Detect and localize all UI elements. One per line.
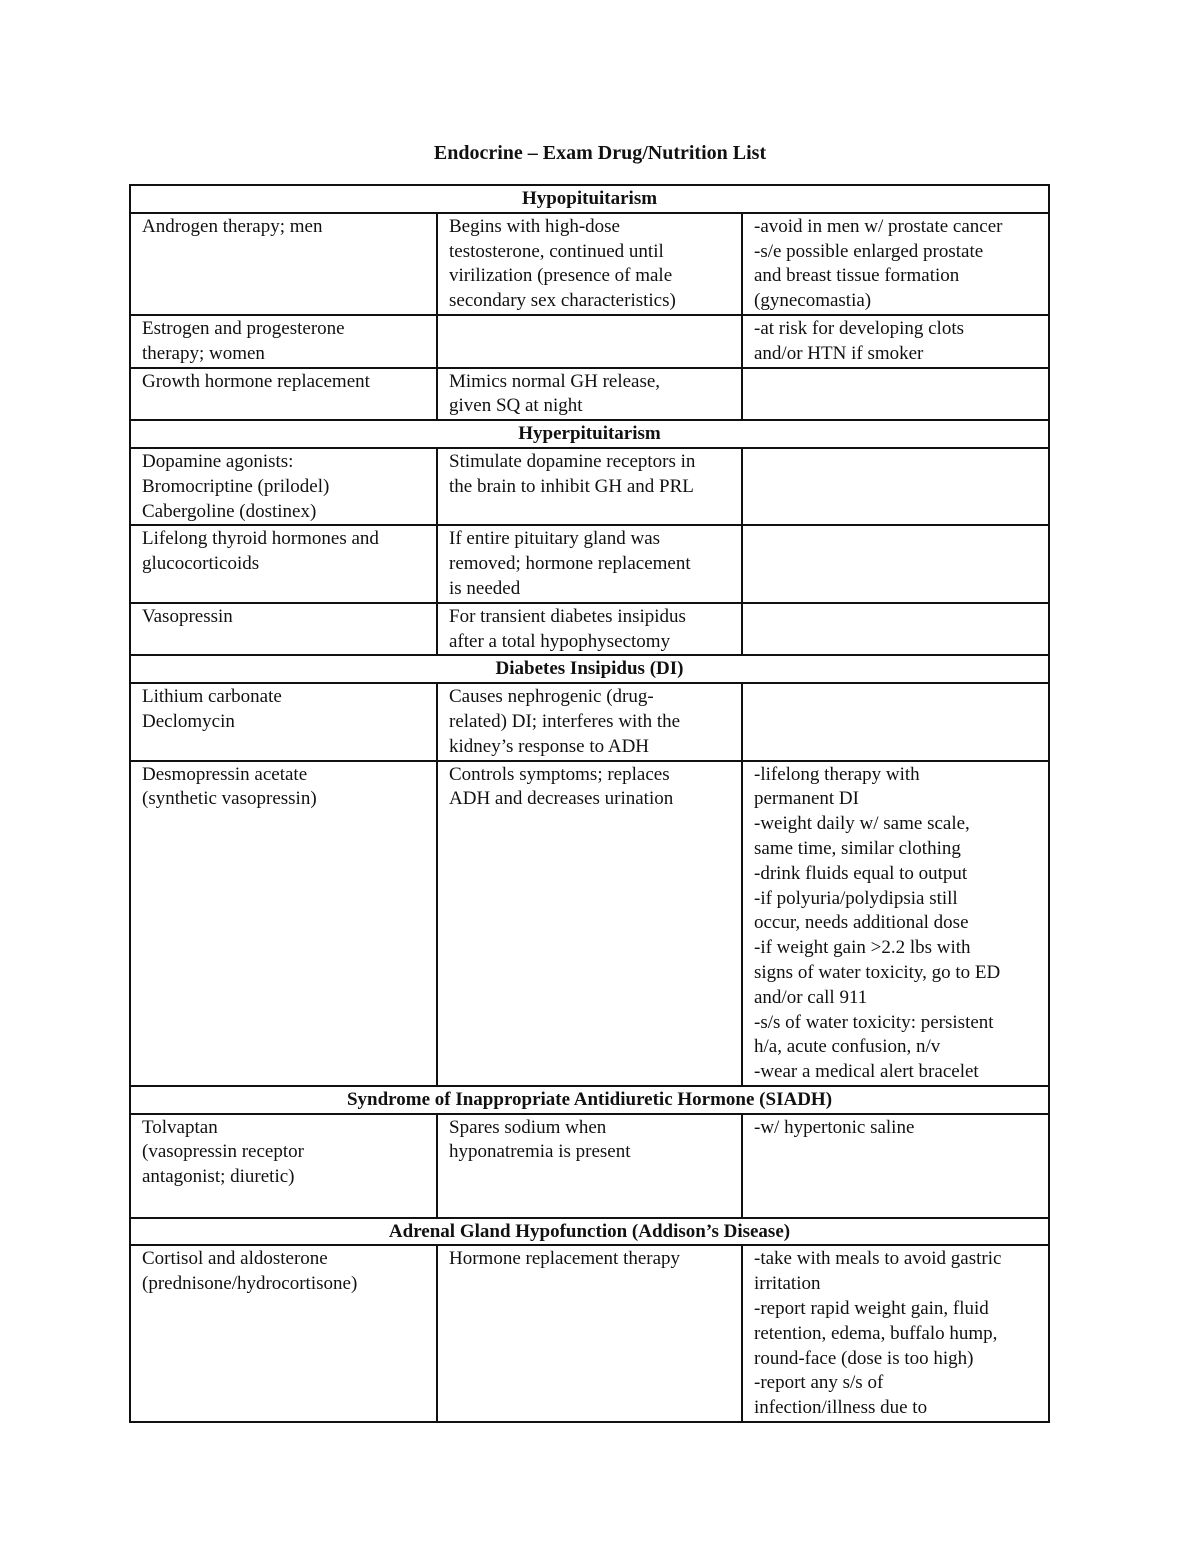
- drug-cell: Androgen therapy; men: [130, 213, 437, 315]
- table-row: [130, 1114, 1049, 1218]
- action-cell: Causes nephrogenic (drug- related) DI; interferes with the kidney’s response to ADH: [437, 683, 742, 760]
- page-title: Endocrine – Exam Drug/Nutrition List: [433, 142, 767, 164]
- table-row: [130, 525, 1049, 602]
- notes-cell: -avoid in men w/ prostate cancer -s/e possible enlarged prostate and breast tissue formation (gynecomastia): [742, 213, 1049, 315]
- action-cell: For transient diabetes insipidus after a total hypophysectomy: [437, 603, 742, 656]
- notes-cell: -take with meals to avoid gastric irritation -report rapid weight gain, fluid retention, edema, buffalo hump, round-face (dose is too high) -report any s/s of infection/illness due to: [742, 1245, 1049, 1422]
- notes-cell: [742, 368, 1049, 421]
- drug-table: [129, 184, 1050, 1423]
- notes-cell: [742, 525, 1049, 602]
- drug-cell: Estrogen and progesterone therapy; women: [130, 315, 437, 368]
- action-cell: Hormone replacement therapy: [437, 1245, 742, 1422]
- drug-cell: Tolvaptan (vasopressin receptor antagonist; diuretic): [130, 1114, 437, 1218]
- table-row: [130, 448, 1049, 525]
- section-header-row: [130, 1218, 1049, 1246]
- table-row: [130, 368, 1049, 421]
- section-heading: Diabetes Insipidus (DI): [130, 655, 1049, 683]
- drug-cell: Vasopressin: [130, 603, 437, 656]
- notes-cell: [742, 603, 1049, 656]
- notes-cell: [742, 683, 1049, 760]
- notes-cell: -lifelong therapy with permanent DI -weight daily w/ same scale, same time, similar clothing -drink fluids equal to output -if polyuria/polydipsia still occur, needs additional dose -if weight gain >2.2 lbs with signs of water toxicity, go to ED and/or call 911 -s/s of water toxicity: persistent h/a, acute confusion, n/v -wear a medical alert bracelet: [742, 761, 1049, 1086]
- section-heading: Hypopituitarism: [130, 185, 1049, 213]
- notes-cell: -at risk for developing clots and/or HTN if smoker: [742, 315, 1049, 368]
- drug-cell: Desmopressin acetate (synthetic vasopressin): [130, 761, 437, 1086]
- section-heading: Syndrome of Inappropriate Antidiuretic Hormone (SIADH): [130, 1086, 1049, 1114]
- action-cell: Mimics normal GH release, given SQ at night: [437, 368, 742, 421]
- section-heading: Adrenal Gland Hypofunction (Addison’s Disease): [130, 1218, 1049, 1246]
- drug-cell: Growth hormone replacement: [130, 368, 437, 421]
- section-header-row: [130, 655, 1049, 683]
- notes-cell: [742, 448, 1049, 525]
- drug-cell: Cortisol and aldosterone (prednisone/hydrocortisone): [130, 1245, 437, 1422]
- section-header-row: [130, 185, 1049, 213]
- drug-cell: Dopamine agonists: Bromocriptine (prilodel) Cabergoline (dostinex): [130, 448, 437, 525]
- action-cell: Begins with high-dose testosterone, continued until virilization (presence of male secondary sex characteristics): [437, 213, 742, 315]
- notes-cell: -w/ hypertonic saline: [742, 1114, 1049, 1218]
- section-header-row: [130, 1086, 1049, 1114]
- table-row: [130, 213, 1049, 315]
- table-row: [130, 603, 1049, 656]
- drug-cell: Lithium carbonate Declomycin: [130, 683, 437, 760]
- action-cell: [437, 315, 742, 368]
- action-cell: Spares sodium when hyponatremia is present: [437, 1114, 742, 1218]
- table-row: [130, 315, 1049, 368]
- table-row: [130, 761, 1049, 1086]
- table-row: [130, 683, 1049, 760]
- action-cell: Stimulate dopamine receptors in the brain to inhibit GH and PRL: [437, 448, 742, 525]
- section-heading: Hyperpituitarism: [130, 420, 1049, 448]
- table-row: [130, 1245, 1049, 1422]
- action-cell: Controls symptoms; replaces ADH and decreases urination: [437, 761, 742, 1086]
- drug-cell: Lifelong thyroid hormones and glucocorticoids: [130, 525, 437, 602]
- section-header-row: [130, 420, 1049, 448]
- action-cell: If entire pituitary gland was removed; hormone replacement is needed: [437, 525, 742, 602]
